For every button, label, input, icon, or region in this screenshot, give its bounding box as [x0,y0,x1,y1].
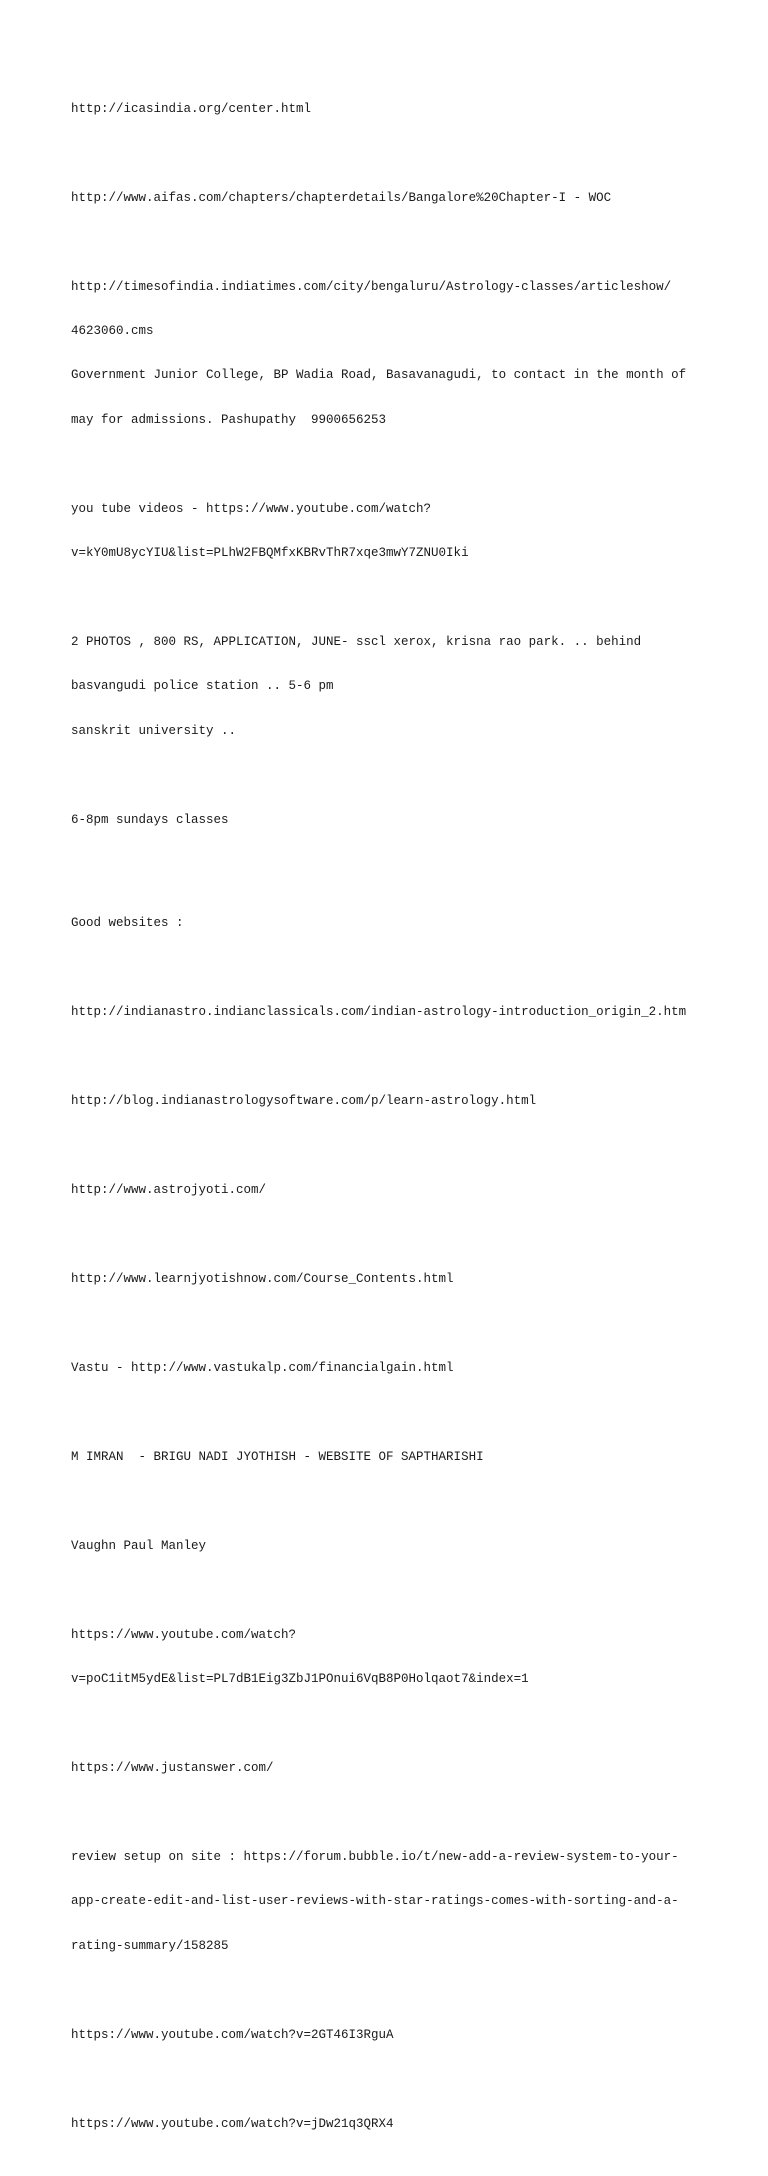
paragraph-vastu-link [71,1331,701,1405]
text-line: 4623060.cms [71,323,154,338]
paragraph-youtube-playlist [71,1598,701,1716]
text-line: https://www.justanswer.com/ [71,1761,274,1776]
document-page [71,72,701,2176]
paragraph-youtube-link-2 [71,2087,701,2161]
paragraph-blog-link [71,1064,701,1138]
paragraph-youtube-videos [71,472,701,590]
text-line: https://www.youtube.com/watch?v=2GT46I3RguA [71,2027,394,2042]
text-line: http://timesofindia.indiatimes.com/city/bengaluru/Astrology-classes/articleshow/ [71,279,672,294]
paragraph-application-requirements [71,606,701,769]
text-line: https://www.youtube.com/watch? [71,1627,297,1642]
text-line: http://www.aifas.com/chapters/chapterdetails/Bangalore%20Chapter-I - WOC [71,190,612,205]
paragraph-aifas-link [71,161,701,235]
paragraph-icas-link [71,72,701,146]
paragraph-class-timing [71,783,701,857]
text-line: sanskrit university .. [71,723,237,738]
text-line: 2 PHOTOS , 800 RS, APPLICATION, JUNE- sscl xerox, krisna rao park. .. behind [71,635,642,650]
text-line: http://icasindia.org/center.html [71,101,312,116]
text-line: Government Junior College, BP Wadia Road, Basavanagudi, to contact in the month of [71,368,687,383]
paragraph-astrojyoti-link [71,1153,701,1227]
text-line: review setup on site : https://forum.bubble.io/t/new-add-a-review-system-to-your- [71,1850,679,1865]
paragraph-good-websites-heading [71,886,701,960]
paragraph-indianastro-link [71,975,701,1049]
text-line: 6-8pm sundays classes [71,812,229,827]
paragraph-review-setup [71,1820,701,1983]
paragraph-justanswer-link [71,1732,701,1806]
text-line: basvangudi police station .. 5-6 pm [71,679,334,694]
text-line: https://www.youtube.com/watch?v=jDw21q3QRX4 [71,2116,394,2131]
text-line: v=poC1itM5ydE&list=PL7dB1Eig3ZbJ1POnui6VqB8P0Holqaot7&index=1 [71,1672,529,1687]
paragraph-youtube-link-1 [71,1998,701,2072]
text-line: http://www.learnjyotishnow.com/Course_Contents.html [71,1271,454,1286]
text-line: app-create-edit-and-list-user-reviews-with-star-ratings-comes-with-sorting-and-a- [71,1894,679,1909]
text-line: http://www.astrojyoti.com/ [71,1182,267,1197]
paragraph-imran-note [71,1420,701,1494]
text-line: Vaughn Paul Manley [71,1538,207,1553]
text-line: http://indianastro.indianclassicals.com/indian-astrology-introduction_origin_2.htm [71,1004,687,1019]
text-line: M IMRAN - BRIGU NADI JYOTHISH - WEBSITE OF SAPTHARISHI [71,1449,484,1464]
text-line: http://blog.indianastrologysoftware.com/p/learn-astrology.html [71,1093,537,1108]
text-line: Vastu - http://www.vastukalp.com/financialgain.html [71,1360,454,1375]
text-line: v=kY0mU8ycYIU&list=PLhW2FBQMfxKBRvThR7xqe3mwY7ZNU0Iki [71,546,469,561]
paragraph-timesofindia-note [71,250,701,457]
text-line: Good websites : [71,915,184,930]
text-line: may for admissions. Pashupathy 9900656253 [71,412,387,427]
paragraph-vaughn-name [71,1509,701,1583]
text-line: you tube videos - https://www.youtube.com/watch? [71,501,432,516]
paragraph-learnjyotish-link [71,1242,701,1316]
text-line: rating-summary/158285 [71,1938,229,1953]
